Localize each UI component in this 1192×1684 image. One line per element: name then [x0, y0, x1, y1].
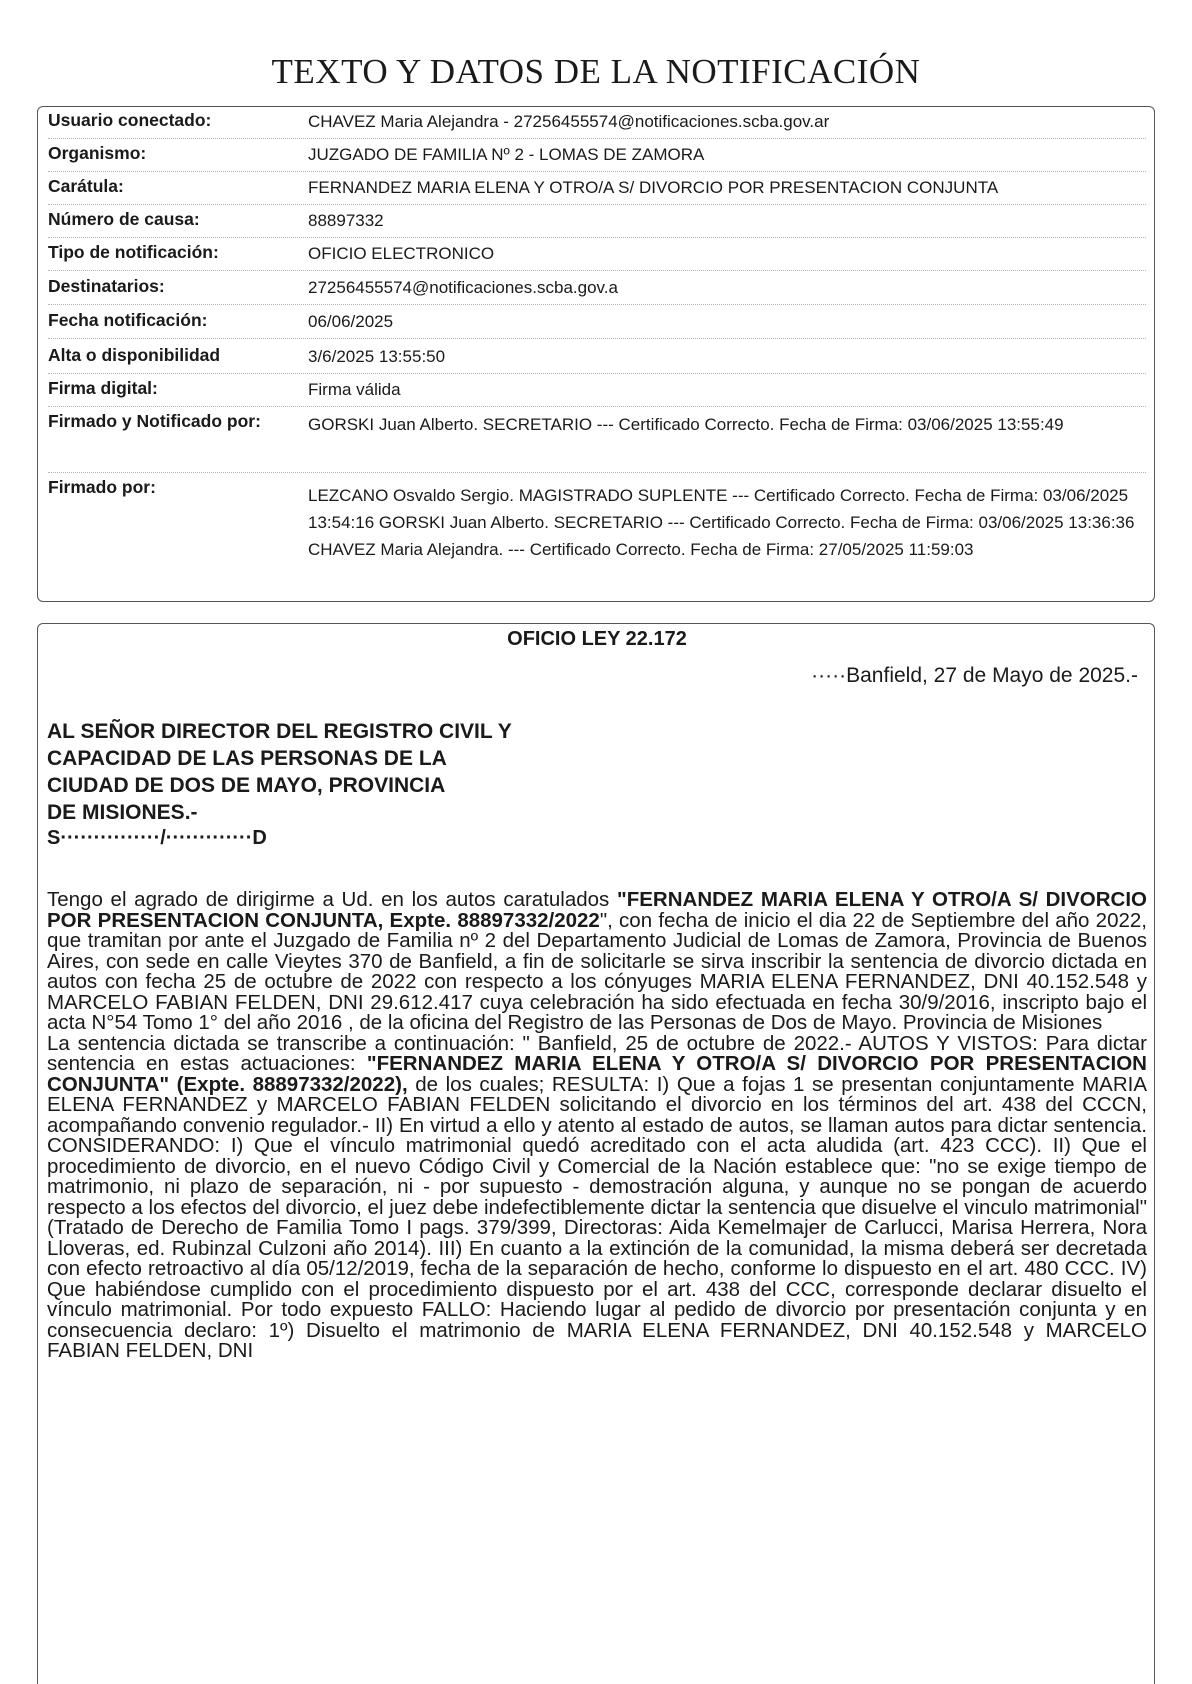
- body-text-run: ", con fecha de inicio el dia 22 de Septiembre del año 2022, que tramitan por ante el Juzgado de Familia nº 2 del Departamento Judicial de Lomas de Zamora, Provincia de Buenos Aires, con sede en calle Vieytes 370 de Banfield, a fin de solicitarle se sirva inscribir la sentencia de divorcio dictada en autos con fecha 25 de octubre de 2022 con respecto a los cónyuges MARIA ELENA FERNANDEZ, DNI 40.152.548 y MARCELO FABIAN FELDEN, DNI 29.612.417 cuya celebración ha sido efectuada en fecha 30/9/2016, inscripto bajo el acta N°54 Tomo 1° del año 2016 , de la oficina del Registro de las Personas de Dos de Mayo. Provincia de Misiones: [47, 908, 1147, 1034]
- meta-row: [48, 408, 1146, 473]
- oficio-section: [37, 623, 1155, 1684]
- notification-data-box: [37, 106, 1155, 602]
- meta-row: [48, 273, 1146, 305]
- meta-label: Número de causa:: [48, 209, 200, 229]
- meta-value: FERNANDEZ MARIA ELENA Y OTRO/A S/ DIVORCIO POR PRESENTACION CONJUNTA: [308, 178, 999, 197]
- meta-value: LEZCANO Osvaldo Sergio. MAGISTRADO SUPLENTE --- Certificado Correcto. Fecha de Firma: 03/06/2025 13:54:16 GORSKI Juan Alberto. SECRETARIO --- Certificado Correcto. Fecha de Firma: 03/06/2025 13:36:36 CHAVEZ Maria Alejandra. --- Certificado Correcto. Fecha de Firma: 27/05/2025 11:59:03: [308, 486, 1135, 559]
- meta-row: [48, 474, 1146, 598]
- addressee: [47, 718, 512, 826]
- addressee-line: CAPACIDAD DE LAS PERSONAS DE LA: [47, 747, 447, 770]
- meta-row: [48, 239, 1146, 271]
- meta-label: Firma digital:: [48, 378, 158, 398]
- meta-row: [48, 307, 1146, 339]
- body-bold-run: "FERNANDEZ MARIA ELENA Y OTRO/A S/ DIVORCIO POR PRESENTACION CONJUNTA, Expte. 88897332/2022: [47, 888, 1147, 932]
- meta-label: Firmado y Notificado por:: [48, 411, 261, 431]
- meta-label: Firmado por:: [48, 477, 156, 497]
- meta-value: CHAVEZ Maria Alejandra - 27256455574@notificaciones.scba.gov.ar: [308, 112, 830, 131]
- body-bold-run: "FERNANDEZ MARIA ELENA Y OTRO/A S/ DIVORCIO POR PRESENTACION CONJUNTA" (Expte. 88897332/2022),: [47, 1052, 1147, 1096]
- meta-value: 06/06/2025: [308, 312, 394, 331]
- meta-row: [48, 342, 1146, 374]
- addressee-line: DE MISIONES.-: [47, 801, 198, 824]
- meta-label: Usuario conectado:: [48, 110, 212, 130]
- addressee-line: CIUDAD DE DOS DE MAYO, PROVINCIA: [47, 774, 446, 797]
- meta-value: 88897332: [308, 211, 384, 230]
- body-text-run: La sentencia dictada se transcribe a continuación: " Banfield, 25 de octubre de 2022.- AUTOS Y VISTOS: Para dictar sentencia en estas actuaciones:: [47, 1031, 1147, 1075]
- meta-label: Alta o disponibilidad: [48, 345, 221, 365]
- place-date: ·····Banfield, 27 de Mayo de 2025.-: [811, 664, 1138, 687]
- meta-row: [48, 173, 1146, 205]
- meta-row: [48, 375, 1146, 407]
- addressee-line: AL SEÑOR DIRECTOR DEL REGISTRO CIVIL Y: [47, 720, 512, 743]
- oficio-body: [47, 890, 1147, 1362]
- meta-row: [48, 107, 1146, 139]
- meta-label: Tipo de notificación:: [48, 242, 219, 262]
- sd-line: S···············/·············D: [47, 827, 267, 849]
- meta-value: 3/6/2025 13:55:50: [308, 347, 446, 366]
- meta-value: Firma válida: [308, 380, 401, 399]
- body-paragraph: [47, 890, 1147, 1034]
- meta-label: Destinatarios:: [48, 276, 165, 296]
- body-paragraph: [47, 1031, 1147, 1362]
- meta-label: Fecha notificación:: [48, 310, 208, 330]
- oficio-heading: OFICIO LEY 22.172: [507, 628, 687, 650]
- meta-label: Carátula:: [48, 176, 124, 196]
- meta-row: [48, 140, 1146, 172]
- body-text-run: Tengo el agrado de dirigirme a Ud. en los autos caratulados: [47, 888, 617, 911]
- page-title: TEXTO Y DATOS DE LA NOTIFICACIÓN: [271, 52, 921, 91]
- body-text-run: de los cuales; RESULTA: I) Que a fojas 1 se presentan conjuntamente MARIA ELENA FERNANDEZ y MARCELO FABIAN FELDEN solicitando el divorcio en los términos del art. 438 del CCCN, acompañando convenio regulador.- II) En virtud a ello y atento al estado de autos, se llaman autos para dictar sentencia. CONSIDERANDO: I) Que el vínculo matrimonial quedó acreditado con el acta aludida (art. 423 CCC). II) Que el procedimiento de divorcio, en el nuevo Código Civil y Comercial de la Nación establece que: "no se exige tiempo de matrimonio, ni plazo de separación, ni - por supuesto - demostración alguna, y aunque no se pongan de acuerdo respecto a los efectos del divorcio, el juez debe indefectiblemente dictar la sentencia que disuelve el vinculo matrimonial" (Tratado de Derecho de Familia Tomo I pags. 379/399, Directoras: Aida Kemelmajer de Carlucci, Marisa Herrera, Nora Lloveras, ed. Rubinzal Culzoni año 2014). III) En cuanto a la extinción de la comunidad, la misma deberá ser decretada con efecto retroactivo al día 05/12/2019, fecha de la separación de hecho, conforme lo dispuesto en el art. 480 CCC. IV) Que habiéndose cumplido con el procedimiento dispuesto por el art. 438 del CCC, corresponde declarar disuelto el vínculo matrimonial. Por todo expuesto FALLO: Haciendo lugar al pedido de divorcio por presentación conjunta y en consecuencia declaro: 1º) Disuelto el matrimonio de MARIA ELENA FERNANDEZ, DNI 40.152.548 y MARCELO FABIAN FELDEN, DNI: [47, 1072, 1147, 1362]
- meta-value: JUZGADO DE FAMILIA Nº 2 - LOMAS DE ZAMORA: [308, 145, 705, 164]
- meta-value: GORSKI Juan Alberto. SECRETARIO --- Certificado Correcto. Fecha de Firma: 03/06/2025 13:55:49: [308, 415, 1064, 434]
- meta-row: [48, 206, 1146, 238]
- meta-value: 27256455574@notificaciones.scba.gov.a: [308, 278, 618, 297]
- meta-label: Organismo:: [48, 143, 147, 163]
- meta-value: OFICIO ELECTRONICO: [308, 244, 495, 263]
